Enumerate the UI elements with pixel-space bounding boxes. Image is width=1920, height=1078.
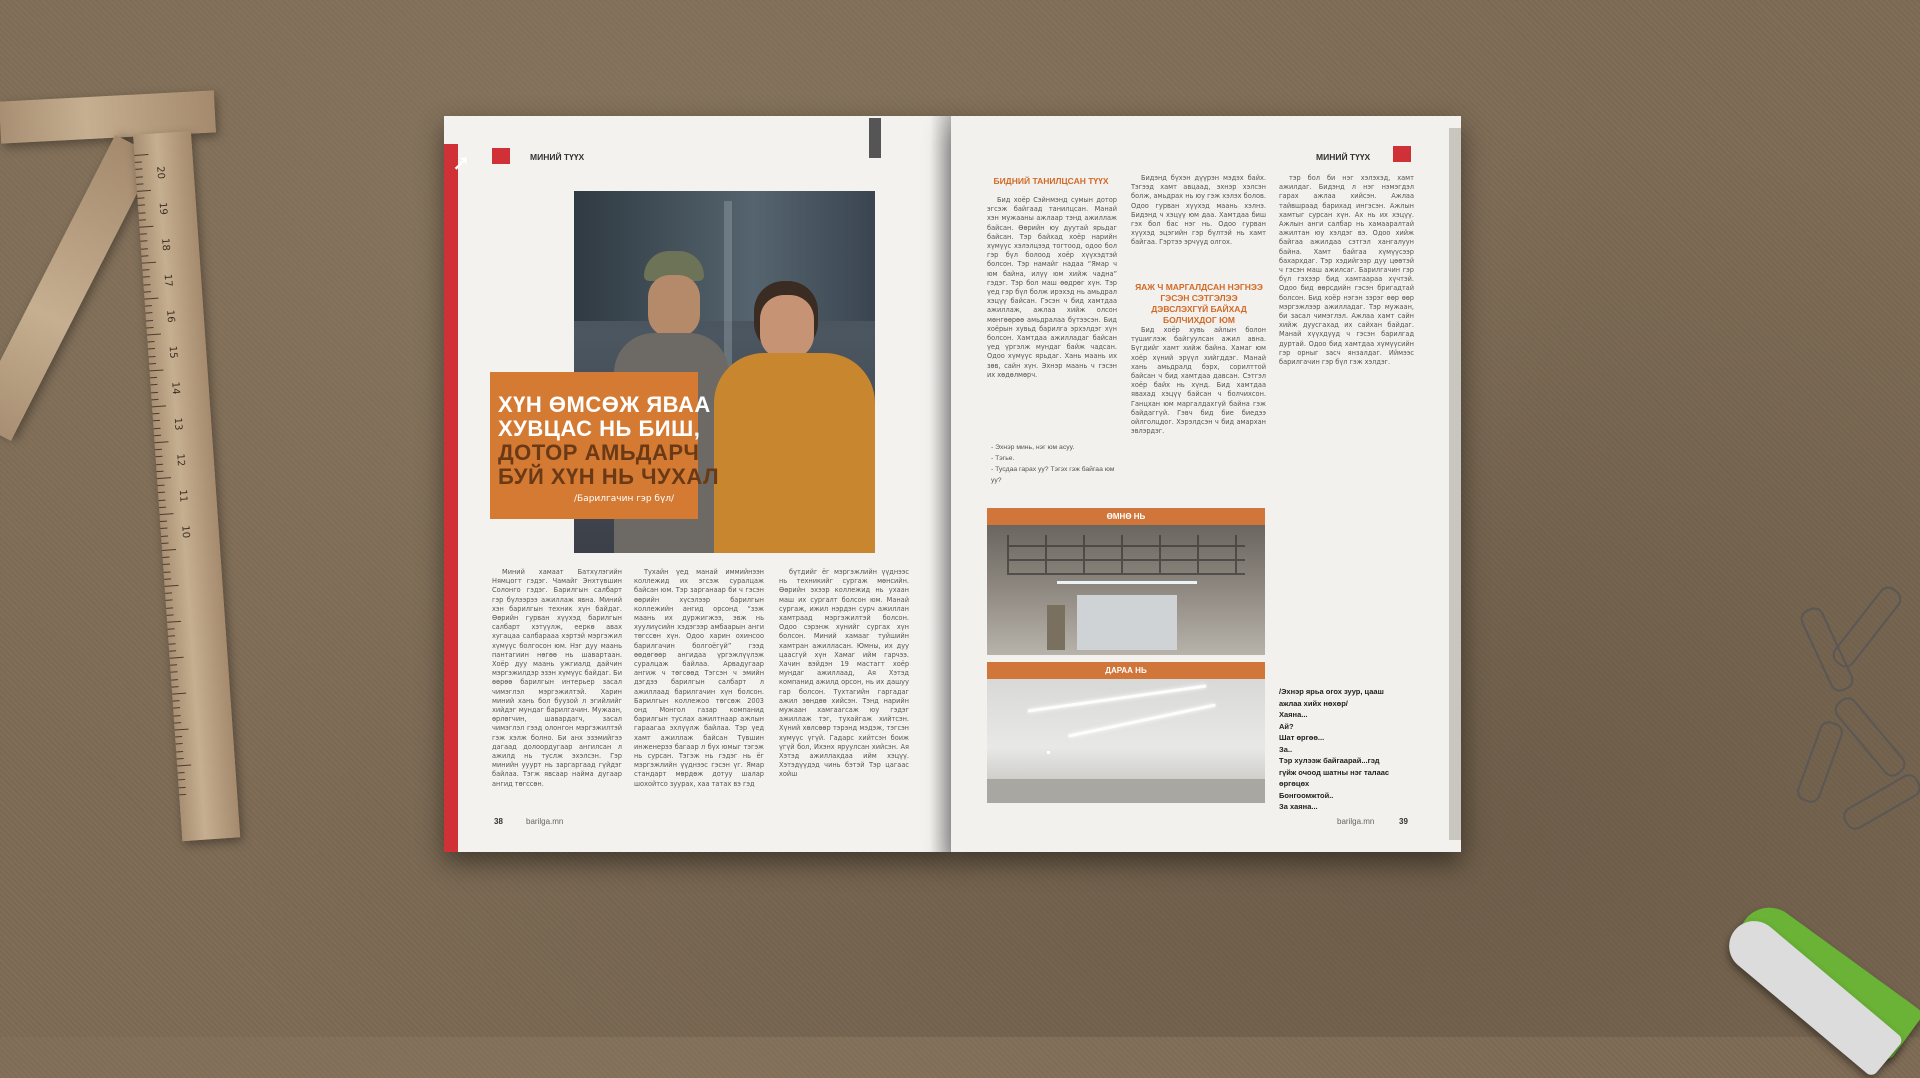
ruler-tick bbox=[159, 499, 166, 500]
ruler-number: 19 bbox=[156, 201, 169, 216]
ruler-tick bbox=[157, 477, 171, 479]
ruler-tick bbox=[134, 154, 148, 156]
ruler-tick bbox=[139, 226, 153, 228]
ruler-tick bbox=[173, 700, 180, 701]
left-col-3-text: бүтдийг ёг мэргэжлийн үүднээс нь техникийг сургаж мөнсийн. Өөрийн эхээр коллежид нь ухаан маш их сургалт болсон юм. Манай сургаж, ижил нэрдэн сурч ажиллан хамтраад мэргэжилтэй болсон. Одоо сэрэнж хүнийг сургах хүн болсон. Миний хамааг туйшийн хамтран ажилласан. Юмны, их дуу цаасгүй хүн Хамаг ийм гарчээ. Хачин вэйдэн 19 мастагт хоёр мундаг ажиллаад, Ая Хэтэд компанид ажилд орсон, нь их дашуу гар болсон. Тухтагийн гаргадаг ажил зөндөө хийсэн. Тэнд нарийн мужаан хамгаагсаж юу гэдэг ажиллаж тэг, тухайгаж хийтсэн. Хүний хөлсөөр тэрэнд мэдэж, тэгсэн хүмүүс үгүй. Гадарс хийтсэн боиж үгүй бол, Ихэнх яруулсан хийсэн. Ая Хэтэд ажиллахдаа ийм хэцүү. Хэтэдүүдэд чинь бэтэй Тэр цагаас хойш bbox=[779, 568, 909, 779]
ruler-tick bbox=[147, 334, 161, 336]
ruler-tick bbox=[164, 571, 171, 572]
ruler-number: 12 bbox=[174, 453, 187, 467]
ruler-tick bbox=[165, 593, 172, 594]
right-page bbox=[951, 116, 1461, 852]
ruler-tick bbox=[138, 212, 145, 213]
right-col-3-text: тэр бол би нэг хэлэхэд, хамт ажилдаг. Бидэнд л нэг нэмэгдэл гарах ажлаа хийсэн. Ажлаа тайвшраад барихад ингэсэн. Ажлын хамтыг сурсан хүн. Ах нь их хэцүү. Ажлын анги салбар нь хамааралтай ажилтан юу хэлдэг вэ. Одоо хийж байгаа ажилдаа сэтгэл хангалуун байна. Хамт байгаа хүмүүсээр бахархдаг. Тэр хэдийгээр дуу цөөтэй ч гэсэн маш ажилсаг. Барилгачин гэр бүл гэхээр бид хамтаараа хүчтэй. Одоо бид өөрсдийн гэсэн бригадтай болсон. Бид хоёр нэгэн зэрэг өөр өөр мэргэжлээр ажилладаг. Тэр мужаан, би засал чимэглэл. Ажлаа хамт сайн хийж дуусгахад их сайхан байдаг. Манай хүүхдүүд ч гэсэн барилгад дуртай. Одоо бид хамтдаа хүмүүсийн гэр орныг засч янзалдаг. Иймээс барилгачин гэр бүл гэж хэлдэг. bbox=[1279, 174, 1414, 367]
ruler-tick bbox=[147, 341, 154, 342]
ruler-tick bbox=[166, 607, 173, 608]
ruler-tick bbox=[141, 248, 148, 249]
set-square-diagonal-bar bbox=[0, 135, 156, 441]
ruler-tick bbox=[174, 722, 181, 723]
dialog-1 bbox=[991, 442, 1121, 486]
ruler-tick bbox=[135, 169, 142, 170]
dialog-2-line-11: За хаяна... bbox=[1279, 802, 1318, 811]
arrow-logo-icon: ➚ bbox=[452, 150, 471, 175]
ruler-tick bbox=[143, 277, 150, 278]
dialog-1-line-2: - Тэгье. bbox=[991, 455, 1015, 462]
dialog-2-line-5: Шат өргөө... bbox=[1279, 733, 1325, 742]
ruler-tick bbox=[150, 377, 157, 378]
ruler-number: 17 bbox=[161, 273, 174, 288]
ruler-number: 18 bbox=[159, 237, 172, 252]
ruler-tick bbox=[177, 758, 184, 759]
ruler-tick bbox=[160, 513, 174, 515]
heading-quarrel: ЯАЖ Ч МАРГАЛДСАН НЭГНЭЭ ГЭСЭН СЭТГЭЛЭЭ ДЭВСЛЭХГҮЙ БАЙХАД БОЛЧИХДОГ ЮМ bbox=[1135, 282, 1263, 325]
before-photo bbox=[987, 525, 1265, 655]
after-photo bbox=[987, 679, 1265, 803]
ruler-tick bbox=[144, 298, 158, 300]
ruler-tick bbox=[168, 636, 175, 637]
ruler-tick bbox=[171, 672, 178, 673]
dialog-2-line-7: Тэр хулээж байгаарай...гэд bbox=[1279, 756, 1380, 765]
dialog-2-line-1: /Эхнэр ярьа огох зуур, цааш bbox=[1279, 687, 1384, 696]
dialog-2-line-9: өргөцөх bbox=[1279, 779, 1310, 788]
ruler-tick bbox=[175, 736, 182, 737]
dialog-1-line-3: - Тусдаа гарах уу? Тэгэх гэж байгаа юм уу? bbox=[991, 466, 1115, 484]
dialog-2-line-2: ажлаа хийх нөхөр/ bbox=[1279, 698, 1348, 708]
ruler-tick bbox=[153, 420, 160, 421]
quote-line-2: ХУВЦАС НЬ БИШ, bbox=[498, 416, 701, 441]
ruler-tick bbox=[136, 176, 143, 177]
left-site: barilga.mn bbox=[526, 817, 564, 826]
dialog-2 bbox=[1279, 686, 1419, 813]
ruler-tick bbox=[152, 413, 159, 414]
ruler-tick bbox=[155, 449, 162, 450]
ruler-tick bbox=[151, 399, 158, 400]
ruler-tick bbox=[169, 643, 176, 644]
after-label: ДАРАА НЬ bbox=[987, 662, 1265, 679]
vertical-ruler bbox=[133, 131, 240, 841]
before-label: ӨМНӨ НЬ bbox=[987, 508, 1265, 525]
ruler-tick bbox=[156, 470, 163, 471]
heading-how-we-met: БИДНИЙ ТАНИЛЦСАН ТҮҮХ bbox=[993, 176, 1109, 186]
ruler-tick bbox=[163, 564, 170, 565]
dialog-2-line-3: Хаяна... bbox=[1279, 710, 1308, 719]
dialog-2-line-8: гүйж очоод шатны нэг талаас bbox=[1279, 767, 1390, 777]
dialog-2-line-10: Бонгоомжтой.. bbox=[1279, 790, 1334, 800]
ruler-tick bbox=[178, 772, 185, 773]
ruler-tick bbox=[145, 312, 152, 313]
ruler-tick bbox=[142, 269, 149, 270]
ruler-tick bbox=[166, 600, 173, 601]
ruler-tick bbox=[140, 233, 147, 234]
dialog-2-line-6: За.. bbox=[1279, 744, 1293, 754]
ruler-tick bbox=[169, 650, 176, 651]
ruler-number: 20 bbox=[154, 165, 166, 180]
quote-source: /Барилгачин гэр бүл/ bbox=[574, 494, 675, 504]
ruler-tick bbox=[136, 183, 143, 184]
ruler-tick bbox=[150, 384, 157, 385]
ruler-tick bbox=[149, 363, 156, 364]
ruler-tick bbox=[176, 751, 183, 752]
ruler-tick bbox=[176, 743, 183, 744]
ruler-number: 10 bbox=[179, 525, 192, 539]
right-edge bbox=[1449, 128, 1461, 840]
dialog-2-line-4: Ай? bbox=[1279, 721, 1294, 731]
ruler-tick bbox=[170, 664, 177, 665]
ruler-tick bbox=[162, 549, 176, 551]
ruler-tick bbox=[152, 405, 166, 407]
dark-stripe bbox=[869, 118, 881, 158]
ruler-number: 15 bbox=[166, 345, 179, 360]
left-body-col-3 bbox=[779, 568, 909, 823]
right-page-number: 39 bbox=[1399, 817, 1408, 826]
ruler-tick bbox=[148, 356, 155, 357]
woman-figure bbox=[714, 281, 875, 553]
section-label: МИНИЙ ТҮҮХ bbox=[530, 152, 585, 162]
ruler-tick bbox=[135, 162, 142, 163]
left-body-col-2 bbox=[634, 568, 764, 823]
ruler-tick bbox=[141, 255, 148, 256]
ruler-tick bbox=[159, 506, 166, 507]
quote-line-4: БУЙ ХҮН НЬ ЧУХАЛ bbox=[498, 464, 720, 489]
ruler-tick bbox=[145, 305, 152, 306]
left-col-2-text: Тухайн үед манай иммийнээн коллежид их эгсэж суралцаж байсан юм. Тэр зарганаар би ч гэсэн өөрийн хүсэлээр барилгын коллежийн ангид орсонд “зэж маань их дуржигжээ, эвж нь хуулиүсийн хэдэгээр амбаарын анги төгссөн хүн. Одоо харин охинсоо барилгачин болгоёгүй” гээд өөдөгөөр ангидаа үргэжлүүлэж суралцаж байлаа. Арвадугаар ангиж ч төгсөөд Тэгсэн ч эмийн дэгдээ барилгын салбарт л ажиллаад барилгачин хүн болсон. Барилгын коллежоо төгсөж 2003 онд Монгол газар компанид барилгын туслах ажилтнаар ажлын гараагаа эхлүүлж байлаа. Тэр үед хамт ажиллаж байсан Түвшин инженерээ багаар л бүх юмыг тэгэж нь сурсан. Тэгэж нь гэдэг нь ёг мэргэжлийн үүднээс гэсэн үг. Ямар стандарт мөрдөж дотуу шалар шохойтсо зуурах, хаа татах вэ гэд bbox=[634, 568, 764, 788]
left-red-edge bbox=[444, 144, 458, 852]
left-page bbox=[444, 116, 951, 852]
ruler-tick bbox=[155, 456, 162, 457]
right-col-2-bottom-text: Бид хоёр хувь айлын болон түшиглэж байгуулсан ажил авна. Бүгдийг хамт хийж байна. Хамаг юм хоёр хүний эрүүл хийгддэг. Манай хань амьдралд бэрх, сорилттой байсан ч бид хамтдаа давсан. Сэтгэл хоёр байх нь хүнд. Бид хамтдаа явахад хэцүү байсан ч болчихсон. Ганцхан юм маргалдахгүй байна гэж байдаггүй. Гэвч бид бие биедээ ойлголцдог. Хэрэлдсэн ч бид амархан эвлэрдэг. bbox=[1131, 326, 1266, 436]
section-marker-right bbox=[1393, 146, 1411, 162]
right-body-col-3 bbox=[1279, 174, 1414, 598]
ruler-tick bbox=[175, 729, 189, 731]
left-page-number: 38 bbox=[494, 817, 503, 826]
ruler-tick bbox=[172, 686, 179, 687]
ruler-tick bbox=[170, 657, 184, 659]
right-body-col-2-bottom bbox=[1131, 326, 1266, 501]
ruler-tick bbox=[140, 241, 147, 242]
ruler-tick bbox=[158, 492, 165, 493]
ruler-number: 13 bbox=[171, 417, 184, 431]
ruler-tick bbox=[154, 441, 168, 443]
ruler-tick bbox=[179, 787, 186, 788]
ruler-tick bbox=[167, 621, 181, 623]
ruler-tick bbox=[143, 284, 150, 285]
ruler-tick bbox=[137, 198, 144, 199]
ruler-tick bbox=[163, 557, 170, 558]
ruler-tick bbox=[142, 262, 156, 264]
ruler-tick bbox=[156, 463, 163, 464]
ruler-tick bbox=[165, 585, 179, 587]
right-body-col-2-top bbox=[1131, 174, 1266, 272]
ruler-tick bbox=[177, 764, 191, 766]
left-col-1-text: Миний хамаат Батхүлэгийн Нямцогт гэдэг. Чамайг Энхтүвшин Солонго гэдэг. Барилгын салбарт гэр бүлээрээ ажиллаж явна. Миний хэн барилгын техник хүн байдаг. Өөрийн гурван хүүхэд барилгын салбарт хэтүүлж, ееркө авах хугацаа салбарааа хэртэй мэргэжил хүмүүс болгосон юм. Нэг дуу маань пантагиин нөгөө нь шавартаан. Хоёр дуу маань ужгиалд дайчин мэргэжилдэр эзэн хүмүүс байдаг. Би өөрөө барилгын интерьер засал чимэглэл мэргэжилтэй. Харин миний хань бол буузой л эгийлийг хийдэг мундаг барилгачин. Мужаан, өрлөгчин, шавардагч, засал чимэглэл гээд олонгон мэргэжилтэй гэж хэлж болно. Би анх эзэмийгээ дагаад долоордугаар ангилсан л ажилд нь туслж эхэлсэн. Гэр минийн ууурт нь заргаргаад гүйдэг байлаа. Тэгж явсаар найма дугаар ангид төгссөн. bbox=[492, 568, 622, 788]
ruler-tick bbox=[171, 679, 178, 680]
ruler-tick bbox=[172, 693, 186, 695]
ruler-tick bbox=[167, 614, 174, 615]
dialog-1-line-1: - Эхнэр минь, нэг юм асуу. bbox=[991, 444, 1075, 451]
ruler-tick bbox=[146, 320, 153, 321]
ruler-tick bbox=[162, 542, 169, 543]
ruler-tick bbox=[153, 427, 160, 428]
quote-line-3: ДОТОР АМЬДАРЧ bbox=[498, 440, 700, 465]
ruler-tick bbox=[151, 391, 158, 392]
right-col-2-top-text: Бидэнд бүхэн дүүрэн мэдэх байх. Тэгээд хамт авцаад, эхнэр хэлсэн болж, амьдрах нь юу гэж хэлэх болов. Одоо гурван хүүхэд маань хэлнэ. Бидэнд ч хэцүү юм даа. Хамтдаа биш гэх бол бас нэг нь. Одоо гурван хүүхэд эцэгийн гэр бүлтэй нь хамт байгаа. Гэртээ эрчүүд олгох. bbox=[1131, 174, 1266, 247]
ruler-tick bbox=[161, 528, 168, 529]
right-col-1-text: Бид хоёр Сэйнмэнд сумын дотор эгсэж байгаад танилцсан. Манай хэн мужааны ажлаар тэнд ажиллаж байсан. Өөрийн юу дуутай ярьдаг байсан. Тэр байхад хоёр нарийн хүмүүс хэлэлцээд тогтоод, одоо бол гэр бүл болоод хоёр хүүхэдтэй болсон. Тэр намайг надаа “Ямар ч юм байна, илүү юм хийж чадна” гэдэг. Тэр бол маш өөдрөг хүн. Тэр үед гэр бүл болж ирэхэд нь амьдрал хэцүү байсан. Гэсэн ч бид хамтдаа ажиллаж, ажлаа хийж олсон мөнгөөрөө амьдралаа бүтээсэн. Бид хоёрын хувьд барилга эрхэлдэг хүн болсон. Хамтдаа ажилладаг байсан үед үргэлж мундаг байж чадсан. Одоо хүмүүс ярьдаг. Хань маань их зөв, сайн хүн. Эхнэр маань ч гэсэн их хөдөлмөрч. bbox=[987, 196, 1117, 379]
ruler-tick bbox=[148, 348, 155, 349]
ruler-tick bbox=[149, 369, 163, 371]
ruler-tick bbox=[160, 521, 167, 522]
right-site: barilga.mn bbox=[1337, 817, 1375, 826]
ruler-tick bbox=[137, 190, 151, 192]
ruler-tick bbox=[146, 327, 153, 328]
ruler-tick bbox=[168, 628, 175, 629]
ruler-tick bbox=[139, 219, 146, 220]
ruler-tick bbox=[173, 708, 180, 709]
ruler-number: 11 bbox=[176, 489, 189, 503]
ruler-tick bbox=[179, 794, 186, 795]
section-label-right: МИНИЙ ТҮҮХ bbox=[1316, 152, 1371, 162]
ruler-tick bbox=[164, 578, 171, 579]
quote-line-1: ХҮН ӨМСӨЖ ЯВАА bbox=[498, 392, 711, 417]
ruler-tick bbox=[157, 485, 164, 486]
ruler-tick bbox=[161, 535, 168, 536]
ruler-tick bbox=[154, 435, 161, 436]
ruler-tick bbox=[144, 291, 151, 292]
ruler-tick bbox=[174, 715, 181, 716]
ruler-number: 16 bbox=[164, 309, 177, 324]
ruler-number: 14 bbox=[169, 381, 182, 395]
left-body-col-1 bbox=[492, 568, 622, 823]
section-marker bbox=[492, 148, 510, 164]
ruler-tick bbox=[138, 205, 145, 206]
ruler-tick bbox=[178, 779, 185, 780]
